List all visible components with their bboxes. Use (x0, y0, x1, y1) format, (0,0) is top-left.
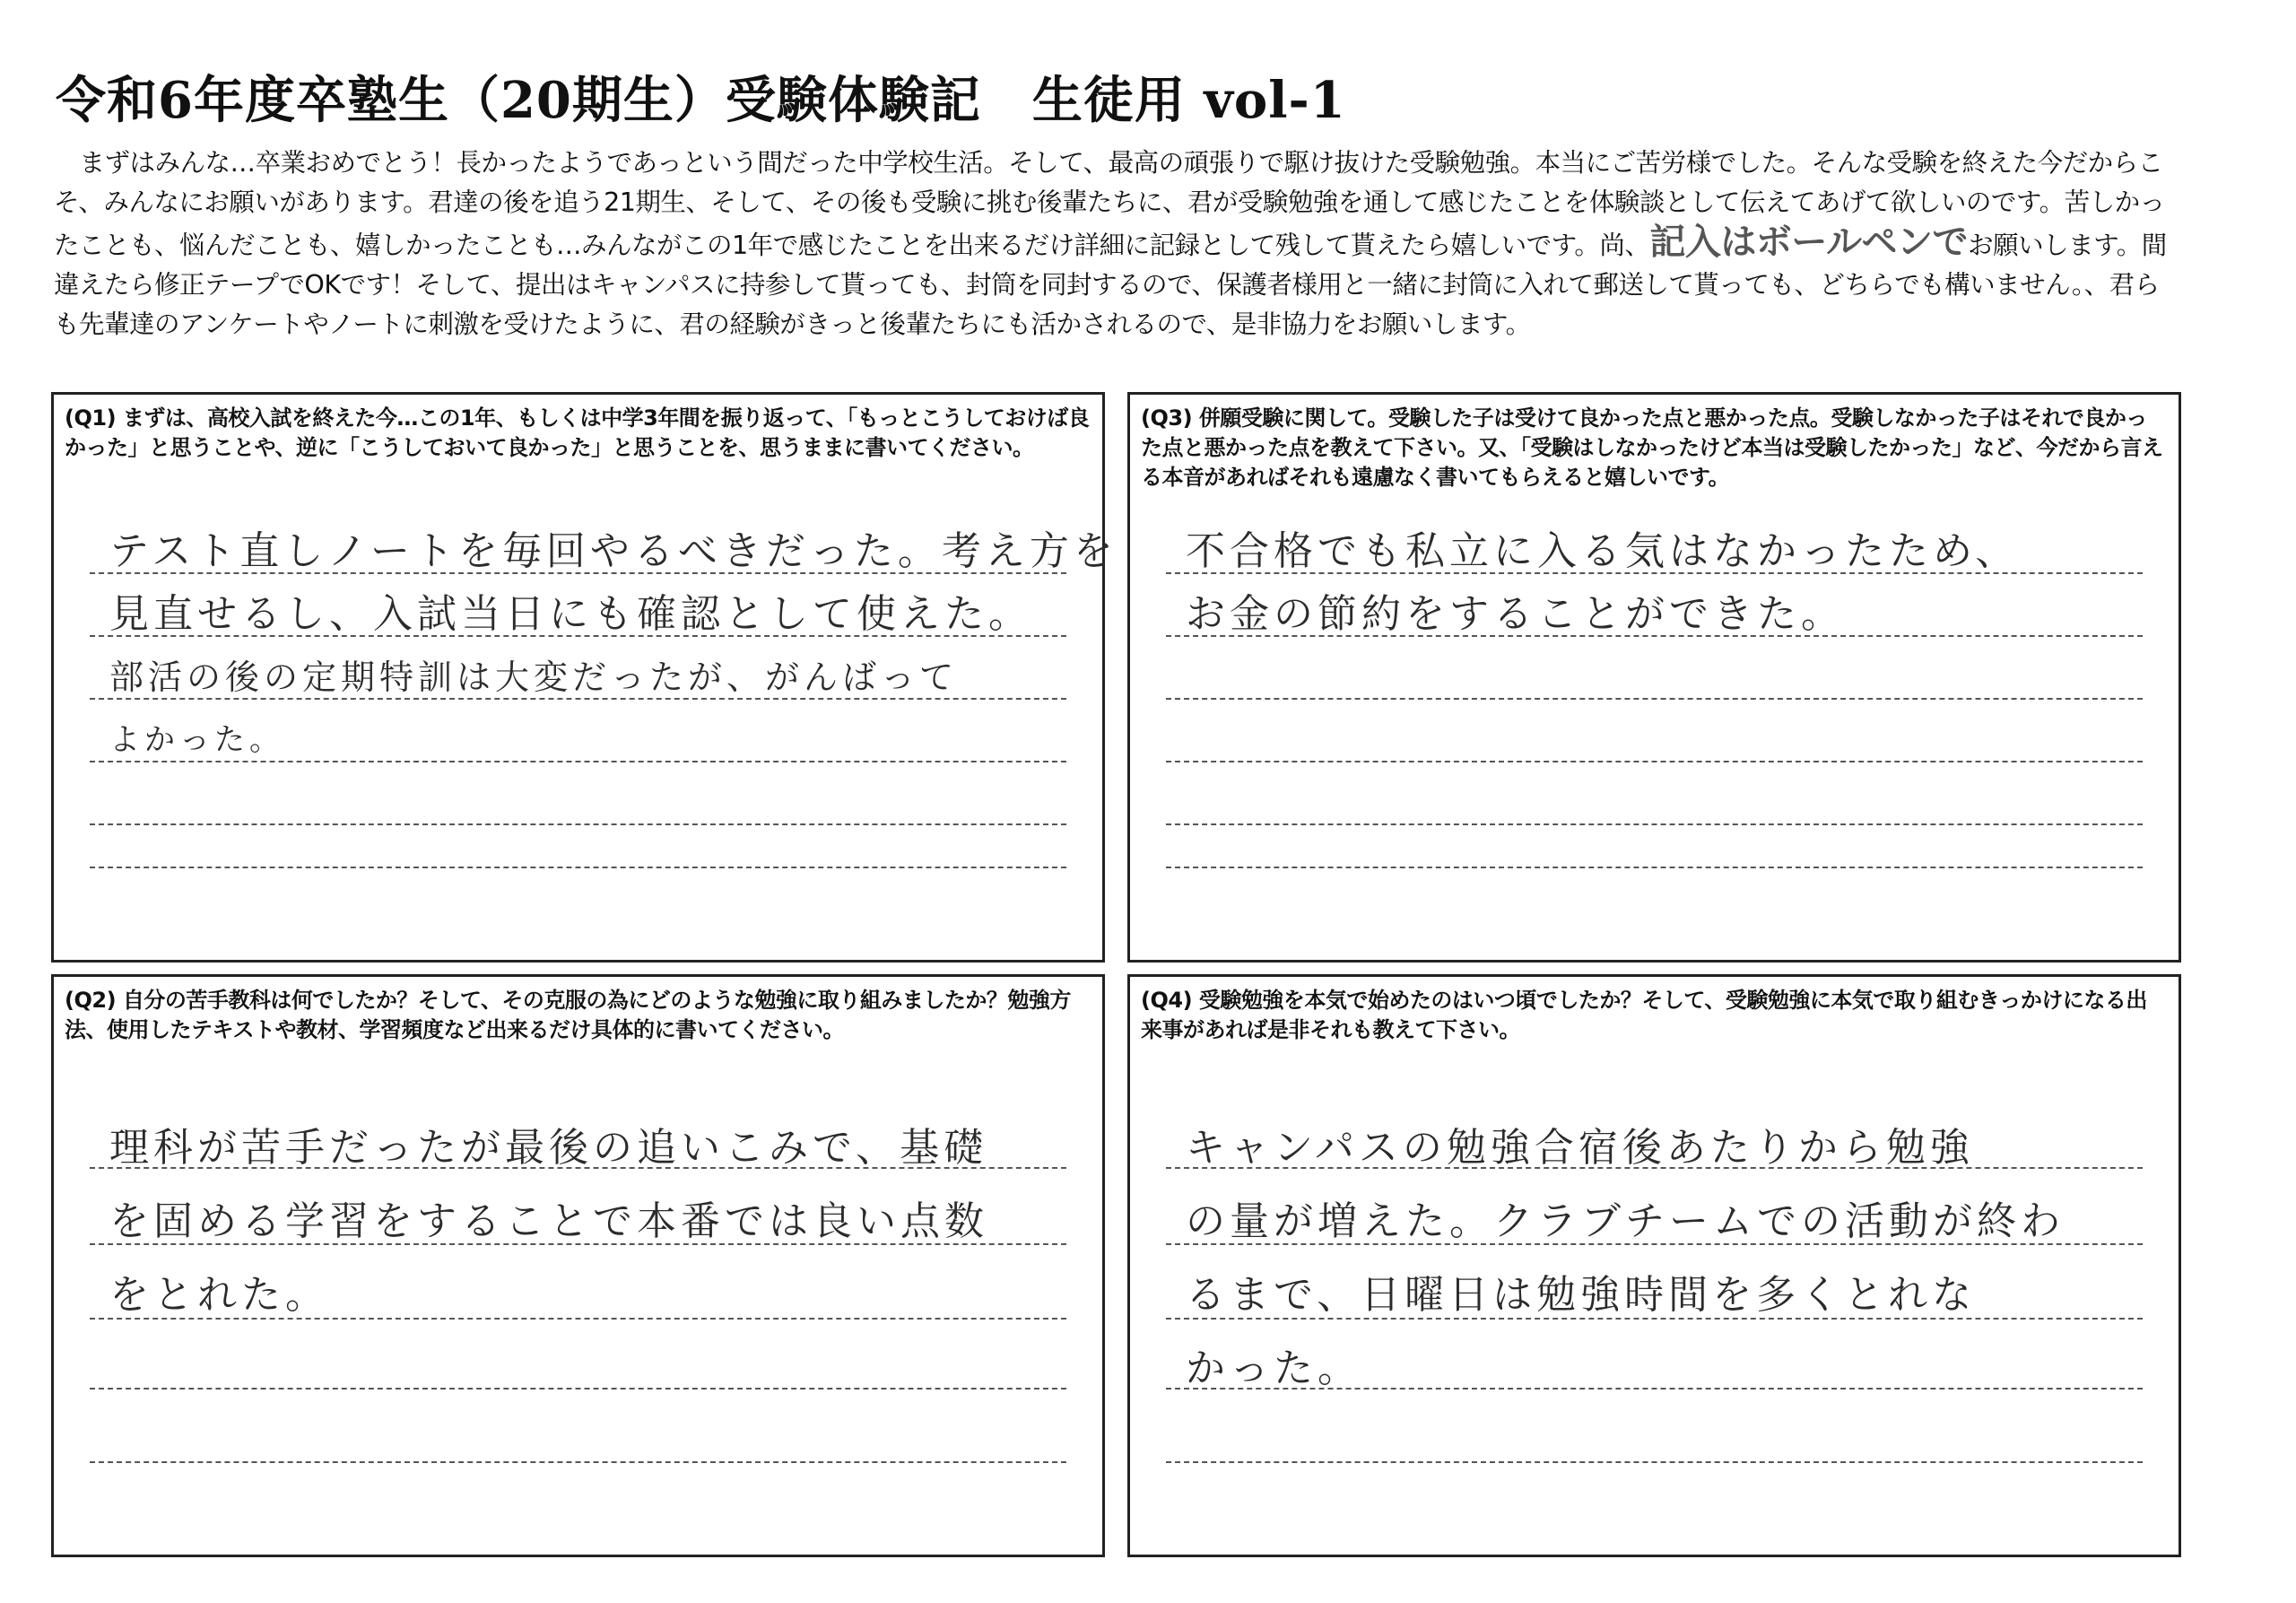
answer-line: 不合格でも私立に入る気はなかったため、 (1186, 528, 2020, 574)
page-title: 令和6年度卒塾生（20期生）受験体験記 生徒用 vol-1 (56, 71, 1346, 130)
answer-line: 部活の後の定期特訓は大変だったが、がんばって (109, 658, 959, 697)
ruled-line (1166, 823, 2143, 825)
q4-answer (1186, 1111, 2143, 1406)
answer-line: の量が増えた。クラブチームでの活動が終わ (1186, 1198, 2065, 1244)
answer-line: 見直せるし、入試当日にも確認として使えた。 (109, 591, 1032, 637)
intro-emphasis: 記入はボールペンで (1649, 222, 1969, 263)
ruled-line (90, 1388, 1066, 1390)
answer-line: テスト直しノートを毎回やるべきだった。考え方を (109, 528, 1118, 574)
intro-text (54, 144, 2170, 344)
q2-question: (Q2) 自分の苦手教科は何でしたか？そして、その克服の為にどのような勉強に取り組みましたか？勉強方法、使用したテキストや教材、学習頻度など出来るだけ具体的に書いてください。 (65, 988, 1071, 1042)
q4-box (1127, 974, 2181, 1557)
answer-line: るまで、日曜日は勉強時間を多くとれな (1186, 1272, 1977, 1318)
q4-question: (Q4) 受験勉強を本気で始めたのはいつ頃でしたか？そして、受験勉強に本気で取り組むきっかけになる出来事があれば是非それも教えて下さい。 (1141, 988, 2147, 1042)
ruled-line (1166, 1461, 2143, 1463)
answer-line: 理科が苦手だったが最後の追いこみで、基礎 (109, 1125, 988, 1171)
q3-question: (Q3) 併願受験に関して。受験した子は受けて良かった点と悪かった点。受験しなかった子はそれで良かった点と悪かった点を教えて下さい。又、「受験はしなかったけど本当は受験したかった」など、今だから言える本音があればそれも遠慮なく書いてもらえると嬉しいです。 (1141, 405, 2163, 490)
answer-line: よかった。 (109, 722, 284, 758)
intro-part2: お願いします。間違えたら修正テープでOKです！そして、提出はキャンパスに持参して貰っても、封筒を同封するので、保護者様用と一緒に封筒に入れて郵送して貰っても、どちらでも構いません。、君らも先輩達のアンケートやノートに刺激を受けたように、君の経験がきっと後輩たちにも活かされるので、是非協力をお願いします。 (54, 231, 2167, 339)
answer-line: お金の節約をすることができた。 (1186, 591, 1845, 637)
q3-box (1127, 392, 2181, 963)
ruled-line (90, 823, 1066, 825)
ruled-line (1166, 761, 2143, 762)
q3-ruled-lines (1166, 395, 2143, 960)
answer-line: をとれた。 (109, 1272, 329, 1318)
q2-answer (109, 1111, 1066, 1332)
q1-box (51, 392, 1118, 963)
q2-box (51, 974, 1105, 1557)
answer-line: を固める学習をすることで本番では良い点数 (109, 1198, 988, 1244)
q1-answer (109, 520, 1118, 771)
ruled-line (90, 1461, 1066, 1463)
intro-part1: まずはみんな…卒業おめでとう！長かったようであっという間だった中学校生活。そして、最高の頑張りで駆け抜けた受験勉強。本当にご苦労様でした。そんな受験を終えた今だからこそ、みんなにお願いがあります。君達の後を追う21期生、そして、その後も受験に挑む後輩たちに、君が受験勉強を通して感じたことを体験談として伝えてあげて欲しいのです。苦しかったことも、悩んだことも、嬉しかったことも…みんながこの1年で感じたことを出来るだけ詳細に記録として残して貰えたら嬉しいです。尚、 (54, 148, 2165, 260)
ruled-line (90, 867, 1066, 868)
q1-question: (Q1) まずは、高校入試を終えた今…この1年、もしくは中学3年間を振り返って、「もっとこうしておけば良かった」と思うことや、逆に「こうしておいて良かった」と思うことを、思うままに書いてください。 (65, 405, 1090, 460)
ruled-line (1166, 698, 2143, 700)
answer-line: かった。 (1186, 1346, 1361, 1391)
ruled-line (1166, 867, 2143, 868)
q3-answer (1186, 520, 2143, 646)
answer-line: キャンパスの勉強合宿後あたりから勉強 (1186, 1125, 1974, 1171)
